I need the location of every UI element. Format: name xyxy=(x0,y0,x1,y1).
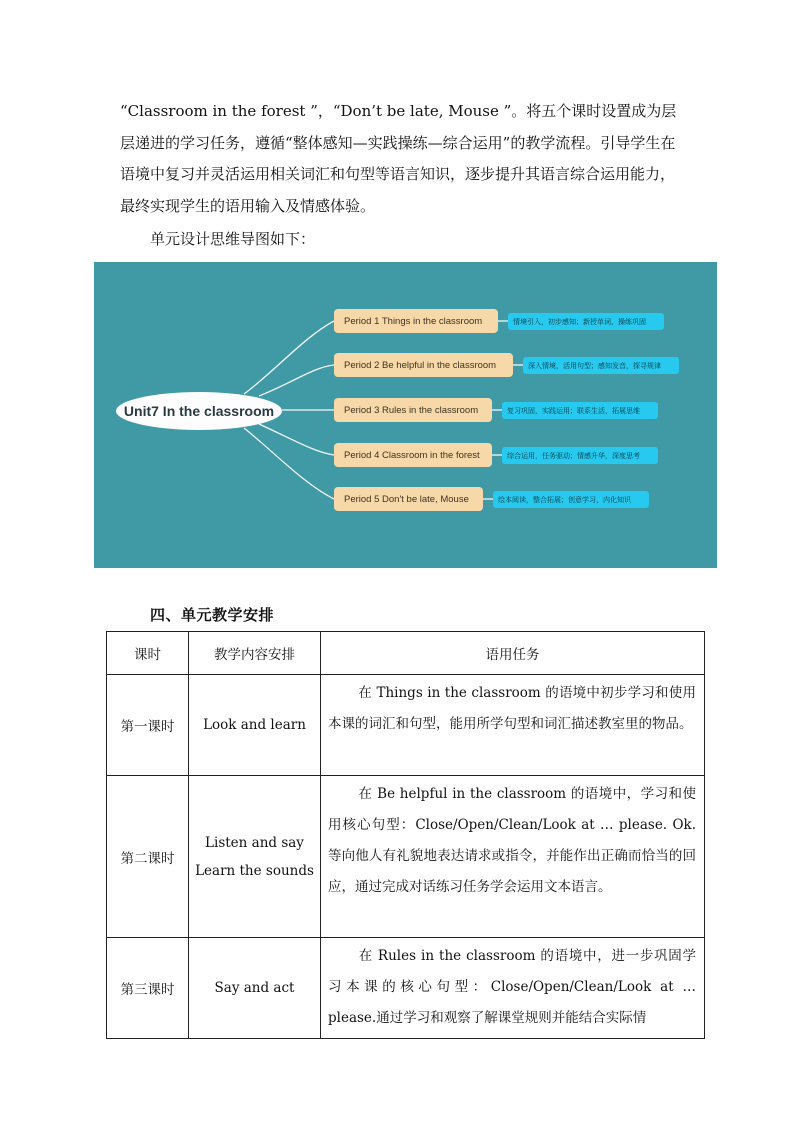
mindmap-diagram xyxy=(94,262,717,568)
period-2-tag: 深入情境，活用句型；感知发音，探寻规律 xyxy=(523,357,679,374)
period-cell: 第三课时 xyxy=(107,938,189,1039)
period-1-tag: 情境引入，初步感知；新授单词，操练巩固 xyxy=(508,313,664,330)
period-3-node: Period 3 Rules in the classroom xyxy=(334,398,492,422)
mindmap-root-node: Unit7 In the classroom xyxy=(116,392,282,430)
intro-paragraph: “Classroom in the forest ”，“Don’t be late, Mouse ”。将五个课时设置成为层层递进的学习任务，遵循“整体感知—实践操练—综合运用”的教学流程。引导学生在语境中复习并灵活运用相关词汇和句型等语言知识，逐步提升其语言综合运用能力，最终实现学生的语用输入及情感体验。 xyxy=(120,102,677,215)
period-5-node: Period 5 Don't be late, Mouse xyxy=(334,487,483,511)
content-line: Listen and say xyxy=(205,834,304,851)
table-row xyxy=(107,938,705,1039)
table-header-content: 教学内容安排 xyxy=(189,632,321,675)
period-4-node: Period 4 Classroom in the forest xyxy=(334,443,492,467)
task-text: 在 Be helpful in the classroom 的语境中，学习和使用核心句型：Close/Open/Clean/Look at … please. Ok.等向他人有礼貌地表达请求或指令，并能作出正确而恰当的回应，通过完成对话练习任务学会运用文本语言。 xyxy=(328,786,696,895)
period-cell: 第一课时 xyxy=(107,675,189,776)
content-cell xyxy=(189,938,321,1039)
table-row xyxy=(107,675,705,776)
period-4-tag: 综合运用，任务驱动；情感升华，深度思考 xyxy=(502,447,658,464)
section-heading: 四、单元教学安排 xyxy=(150,606,275,624)
content-line: Say and act xyxy=(214,980,295,996)
period-2-node: Period 2 Be helpful in the classroom xyxy=(334,353,513,377)
period-cell: 第二课时 xyxy=(107,776,189,938)
period-1-node: Period 1 Things in the classroom xyxy=(334,309,498,333)
content-line: Learn the sounds xyxy=(195,862,314,879)
teaching-plan-table xyxy=(106,631,705,1039)
content-cell xyxy=(189,776,321,938)
table-header-task: 语用任务 xyxy=(321,632,705,675)
task-cell xyxy=(321,938,705,1039)
content-cell xyxy=(189,675,321,776)
period-3-tag: 复习巩固，实践运用；联系生活，拓展思维 xyxy=(502,402,658,419)
task-clip xyxy=(328,941,696,1033)
task-text: 在 Things in the classroom 的语境中初步学习和使用本课的词汇和句型，能用所学句型和词汇描述教室里的物品。 xyxy=(328,685,696,732)
table-header-row xyxy=(107,632,705,675)
task-cell xyxy=(321,776,705,938)
table-row xyxy=(107,776,705,938)
task-text: 在 Rules in the classroom 的语境中，进一步巩固学习本课的核心句型：Close/Open/Clean/Look at … please.通过学习和观察了解课堂规则并能结合实际情 xyxy=(328,948,696,1026)
table-header-period: 课时 xyxy=(107,632,189,675)
period-5-tag: 绘本阅读，整合拓展；创意学习，内化知识 xyxy=(493,491,649,508)
mindmap-caption: 单元设计思维导图如下： xyxy=(150,230,316,248)
task-cell xyxy=(321,675,705,776)
content-line: Look and learn xyxy=(203,717,306,733)
